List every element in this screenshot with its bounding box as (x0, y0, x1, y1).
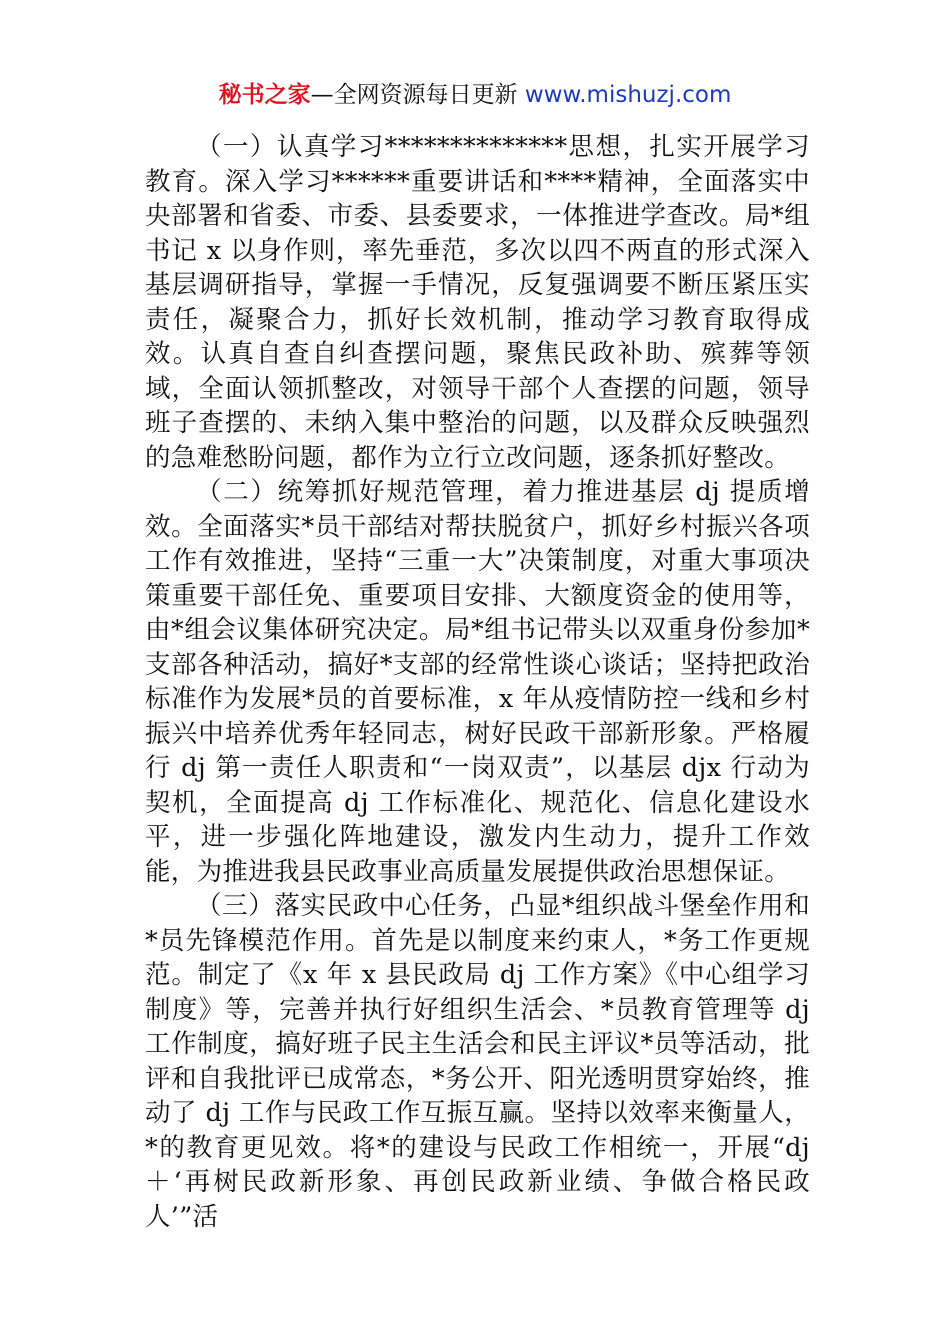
site-tagline: —全网资源每日更新 (310, 82, 518, 108)
site-header (0, 78, 950, 112)
document-body (145, 130, 810, 1234)
paragraph-section-1: （一）认真学习**************思想，扎实开展学习教育。深入学习******重要讲话和****精神，全面落实中央部署和省委、市委、县委要求，一体推进学查改。局*组书记 x 以身作则，率先垂范，多次以四不两直的形式深入基层调研指导，掌握一手情况，反复强调要不断压紧压实责任，凝聚合力，抓好长效机制，推动学习教育取得成效。认真自查自纠查摆问题，聚焦民政补助、殡葬等领域，全面认领抓整改，对领导干部个人查摆的问题，领导班子查摆的、未纳入集中整治的问题，以及群众反映强烈的急难愁盼问题，都作为立行立改问题，逐条抓好整改。 (145, 132, 810, 473)
site-url-link[interactable]: www.mishuzj.com (524, 82, 732, 108)
paragraph-section-3: （三）落实民政中心任务，凸显*组织战斗堡垒作用和*员先锋模范作用。首先是以制度来约束人，*务工作更规范。制定了《x 年 x 县民政局 dj 工作方案》《中心组学习制度》等，完善并执行好组织生活会、*员教育管理等 dj 工作制度，搞好班子民主生活会和民主评议*员等活动，批评和自我批评已成常态，*务公开、阳光透明贯穿始终，推动了 dj 工作与民政工作互振互赢。坚持以效率来衡量人，*的教育更见效。将*的建设与民政工作相统一，开展“dj＋‘再树民政新形象、再创民政新业绩、争做合格民政人’”活 (145, 891, 810, 1232)
site-brand: 秘书之家 (218, 82, 311, 108)
paragraph-section-2: （二）统筹抓好规范管理，着力推进基层 dj 提质增效。全面落实*员干部结对帮扶脱贫户，抓好乡村振兴各项工作有效推进，坚持“三重一大”决策制度，对重大事项决策重要干部任免、重要项目安排、大额度资金的使用等，由*组会议集体研究决定。局*组书记带头以双重身份参加*支部各种活动，搞好*支部的经常性谈心谈话；坚持把政治标准作为发展*员的首要标准，x 年从疫情防控一线和乡村振兴中培养优秀年轻同志，树好民政干部新形象。严格履行 dj 第一责任人职责和“一岗双责”，以基层 djx 行动为契机，全面提高 dj 工作标准化、规范化、信息化建设水平，进一步强化阵地建设，激发内生动力，提升工作效能，为推进我县民政事业高质量发展提供政治思想保证。 (145, 477, 810, 887)
